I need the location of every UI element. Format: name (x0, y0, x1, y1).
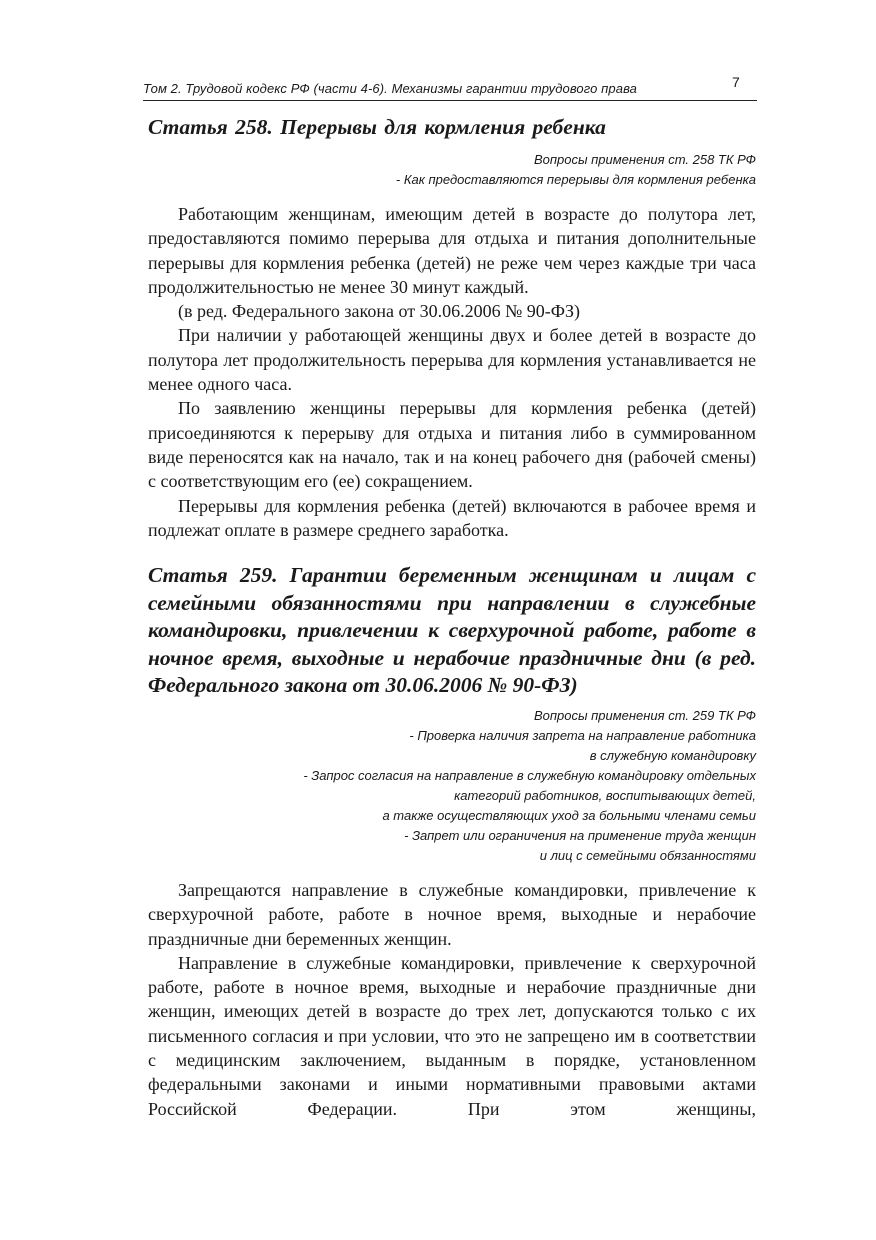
question-line: категорий работников, воспитывающих детей, (454, 788, 756, 803)
paragraph: При наличии у работающей женщины двух и более детей в возрасте до полутора лет продолжительность перерыва для кормления устанавливается не менее одного часа. (148, 325, 756, 395)
paragraph: (в ред. Федерального закона от 30.06.2006 № 90-ФЗ) (178, 301, 581, 322)
question-line: и лиц с семейными обязанностями (539, 848, 756, 863)
paragraph: Работающим женщинам, имеющим детей в возрасте до полутора лет, предоставляются помимо перерыва для отдыха и питания дополнительные перерывы для кормления ребенка (детей) не реже чем через каждые три часа продолжительностью не менее 30 минут каждый. (148, 204, 756, 297)
question-line: - Запрет или ограничения на применение труда женщин (404, 828, 756, 843)
question-line: а также осуществляющих уход за больными членами семьи (382, 808, 756, 823)
article-258-body (148, 202, 756, 542)
question-line: - Проверка наличия запрета на направление работника (409, 728, 756, 743)
question-line: Вопросы применения ст. 258 ТК РФ (533, 152, 756, 167)
article-259-title: Статья 259. Гарантии беременным женщинам и лицам с семейными обязанностями при направлении в служебные командировки, привлечении к сверхурочной работе, работе в ночное время, выходные и нерабочие праздничные дни (в ред. Федерального закона от 30.06.2006 № 90-ФЗ) (148, 563, 756, 697)
running-header (143, 74, 757, 101)
question-line: Вопросы применения ст. 259 ТК РФ (533, 708, 756, 723)
page-number: 7 (732, 74, 740, 90)
question-line: в служебную командировку (589, 748, 756, 763)
paragraph: По заявлению женщины перерывы для кормления ребенка (детей) присоединяются к перерыву для отдыха и питания либо в суммированном виде переносятся как на начало, так и на конец рабочего дня (рабочей смены) с соответствующим его (ее) сокращением. (148, 398, 756, 492)
article-259-body (148, 878, 756, 1121)
paragraph: Запрещаются направление в служебные командировки, привлечение к сверхурочной работе, работе в ночное время, выходные и нерабочие праздничные дни беременных женщин. (148, 880, 756, 949)
article-258-title: Статья 258. Перерывы для кормления ребенка (148, 115, 606, 139)
paragraph: Перерывы для кормления ребенка (детей) включаются в рабочее время и подлежат оплате в размере среднего заработка. (148, 495, 756, 540)
paragraph: Направление в служебные командировки, привлечение к сверхурочной работе, работе в ночное время, выходные и нерабочие праздничные дни женщин, имеющих детей в возрасте до трех лет, допускаются только с их письменного согласия и при условии, что это не запрещено им в соответствии с медицинским заключением, выданным в порядке, установленном федеральными законами и иными нормативными правовыми актами Российской Федерации. При этом женщины, (148, 952, 756, 1119)
question-line: - Запрос согласия на направление в служебную командировку отдельных (303, 768, 756, 783)
article-259-questions (148, 706, 756, 866)
running-header-text: Том 2. Трудовой кодекс РФ (части 4-6). Механизмы гарантии трудового права (143, 81, 637, 96)
article-258-questions (148, 150, 756, 190)
question-line: - Как предоставляются перерывы для кормления ребенка (395, 172, 756, 187)
